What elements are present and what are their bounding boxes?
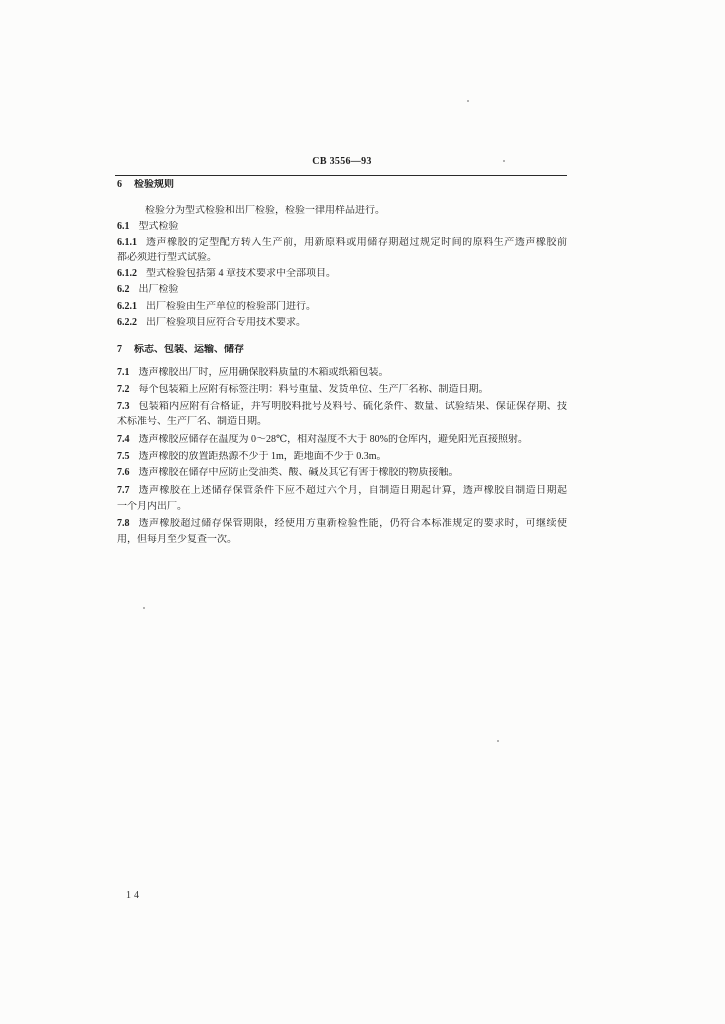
section-number: 7 <box>117 344 122 355</box>
clause-number: 7.6 <box>117 467 130 478</box>
clause-number: 6.1.1 <box>117 237 137 248</box>
clause-text: 透声橡胶在储存中应防止受油类、酸、碱及其它有害于橡胶的物质接触。 <box>138 467 459 478</box>
clause-number: 7.5 <box>117 451 130 462</box>
clause-number: 7.3 <box>117 401 130 412</box>
section-6-intro: 检验分为型式检验和出厂检验，检验一律用样品进行。 <box>145 205 385 216</box>
clause-title: 型式检验 <box>138 221 179 232</box>
section-number: 6 <box>117 179 122 190</box>
clause-7-8 <box>117 518 567 530</box>
clause-7-5 <box>117 451 387 463</box>
standard-code: CB 3556—93 <box>312 156 372 167</box>
header-rule <box>115 175 567 176</box>
clause-text: 每个包装箱上应附有标签注明：料号重量、发货单位、生产厂名称、制造日期。 <box>138 384 489 395</box>
clause-7-8-continuation: 用，但每月至少复查一次。 <box>117 534 237 545</box>
clause-6-2-heading <box>117 284 179 296</box>
clause-text-line: 透声橡胶超过储存保管期限，经使用方重新检验性能，仍符合本标准规定的要求时，可继续使 <box>138 518 567 529</box>
clause-text: 型式检验包括第 4 章技术要求中全部项目。 <box>146 268 336 279</box>
clause-text-line: 透声橡胶的定型配方转入生产前，用新原料或用储存期超过规定时间的原料生产透声橡胶前 <box>146 237 567 248</box>
clause-7-6 <box>117 467 459 479</box>
clause-text-line: 包装箱内应附有合格证，并写明胶料批号及料号、硫化条件、数量、试验结果、保证保存期、技 <box>138 401 567 412</box>
clause-text: 透声橡胶的放置距热源不少于 1m，距地面不少于 0.3m。 <box>138 451 387 462</box>
clause-number: 6.2.1 <box>117 301 137 312</box>
scan-speck <box>503 160 505 162</box>
clause-number: 7.1 <box>117 367 130 378</box>
clause-6-1-heading <box>117 221 179 233</box>
section-title: 检验规则 <box>134 179 174 190</box>
scan-speck <box>497 740 499 742</box>
section-title: 标志、包装、运输、储存 <box>134 344 244 355</box>
clause-number: 7.2 <box>117 384 130 395</box>
scan-speck <box>467 100 469 102</box>
page-number: 14 <box>126 890 142 901</box>
clause-7-7 <box>117 485 567 497</box>
clause-7-7-continuation: 一个月内出厂。 <box>117 501 187 512</box>
clause-6-2-2 <box>117 317 306 329</box>
clause-number: 7.7 <box>117 485 130 496</box>
clause-text-line: 透声橡胶在上述储存保管条件下应不超过六个月，自制造日期起计算，透声橡胶自制造日期起 <box>138 485 567 496</box>
clause-6-2-1 <box>117 301 316 313</box>
clause-7-4 <box>117 434 528 446</box>
clause-text: 透声橡胶应储存在温度为 0～28℃，相对湿度不大于 80%的仓库内，避免阳光直接照射。 <box>138 434 529 445</box>
clause-7-2 <box>117 384 489 396</box>
clause-number: 7.8 <box>117 518 130 529</box>
section-7-heading <box>117 344 244 356</box>
clause-text: 透声橡胶出厂时，应用确保胶料质量的木箱或纸箱包装。 <box>138 367 389 378</box>
clause-7-1 <box>117 367 389 379</box>
clause-7-3 <box>117 401 567 413</box>
clause-number: 6.2.2 <box>117 317 137 328</box>
clause-6-1-1 <box>117 237 567 249</box>
section-6-heading <box>117 179 174 191</box>
clause-number: 6.2 <box>117 284 130 295</box>
clause-number: 6.1.2 <box>117 268 137 279</box>
clause-number: 6.1 <box>117 221 130 232</box>
clause-number: 7.4 <box>117 434 130 445</box>
clause-text: 出厂检验项目应符合专用技术要求。 <box>146 317 306 328</box>
clause-6-1-2 <box>117 268 336 280</box>
clause-7-3-continuation: 术标准号、生产厂名、制造日期。 <box>117 416 267 427</box>
clause-title: 出厂检验 <box>138 284 179 295</box>
scan-speck <box>143 607 145 609</box>
clause-text: 出厂检验由生产单位的检验部门进行。 <box>146 301 316 312</box>
clause-6-1-1-continuation: 都必须进行型式试验。 <box>117 252 217 263</box>
